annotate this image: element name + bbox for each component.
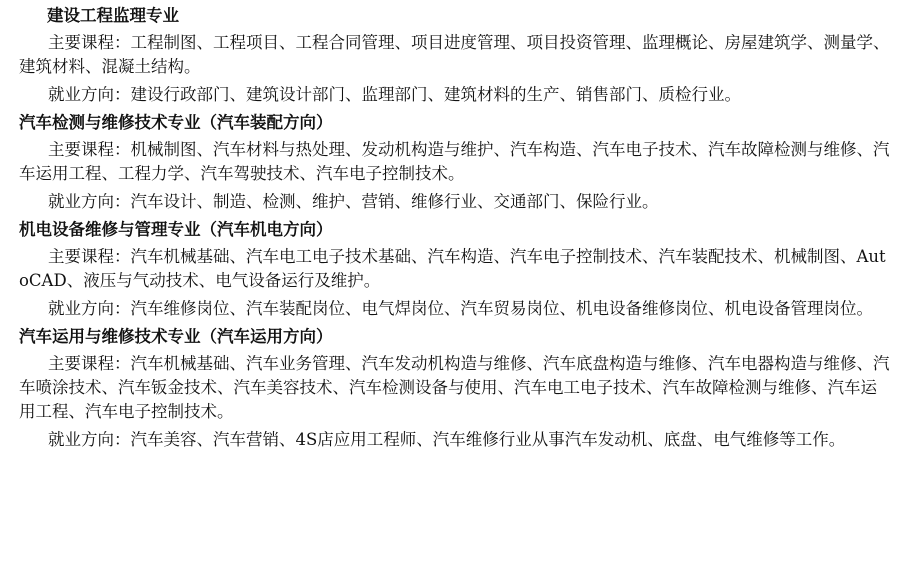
section-auto-inspection-repair <box>19 111 892 214</box>
jobs-text: 建设行政部门、建筑设计部门、监理部门、建筑材料的生产、销售部门、质检行业。 <box>130 85 741 104</box>
jobs-label: 就业方向： <box>48 85 131 104</box>
jobs-paragraph <box>19 428 892 452</box>
courses-label: 主要课程： <box>48 140 131 159</box>
courses-text: 汽车机械基础、汽车电工电子技术基础、汽车构造、汽车电子控制技术、汽车装配技术、机械制图、AutoCAD、液压与气动技术、电气设备运行及维护。 <box>19 247 886 290</box>
courses-paragraph <box>19 352 892 424</box>
jobs-text: 汽车美容、汽车营销、4S店应用工程师、汽车维修行业从事汽车发动机、底盘、电气维修等工作。 <box>130 430 846 449</box>
courses-label: 主要课程： <box>48 354 131 373</box>
jobs-paragraph <box>19 83 892 107</box>
jobs-paragraph <box>19 190 892 214</box>
section-electromechanical-maintenance <box>19 218 892 321</box>
section-title: 建设工程监理专业 <box>47 6 179 25</box>
jobs-text: 汽车设计、制造、检测、维护、营销、维修行业、交通部门、保险行业。 <box>130 192 659 211</box>
courses-text: 机械制图、汽车材料与热处理、发动机构造与维护、汽车构造、汽车电子技术、汽车故障检测与维修、汽车运用工程、工程力学、汽车驾驶技术、汽车电子控制技术。 <box>19 140 890 183</box>
section-construction-supervision <box>19 4 892 107</box>
courses-label: 主要课程： <box>48 33 131 52</box>
courses-paragraph <box>19 31 892 79</box>
section-title: 机电设备维修与管理专业（汽车机电方向） <box>19 220 333 239</box>
courses-label: 主要课程： <box>48 247 131 266</box>
jobs-text: 汽车维修岗位、汽车装配岗位、电气焊岗位、汽车贸易岗位、机电设备维修岗位、机电设备管理岗位。 <box>130 299 873 318</box>
courses-paragraph <box>19 245 892 293</box>
courses-text: 汽车机械基础、汽车业务管理、汽车发动机构造与维修、汽车底盘构造与维修、汽车电器构造与维修、汽车喷涂技术、汽车钣金技术、汽车美容技术、汽车检测设备与使用、汽车电工电子技术、汽车故障检测与维修、汽车运用工程、汽车电子控制技术。 <box>19 354 890 421</box>
jobs-label: 就业方向： <box>48 192 131 211</box>
jobs-label: 就业方向： <box>48 430 131 449</box>
section-auto-application-repair <box>19 325 892 452</box>
jobs-label: 就业方向： <box>48 299 131 318</box>
jobs-paragraph <box>19 297 892 321</box>
courses-paragraph <box>19 138 892 186</box>
section-title: 汽车运用与维修技术专业（汽车运用方向） <box>19 327 333 346</box>
section-title: 汽车检测与维修技术专业（汽车装配方向） <box>19 113 333 132</box>
courses-text: 工程制图、工程项目、工程合同管理、项目进度管理、项目投资管理、监理概论、房屋建筑学、测量学、建筑材料、混凝土结构。 <box>19 33 890 76</box>
